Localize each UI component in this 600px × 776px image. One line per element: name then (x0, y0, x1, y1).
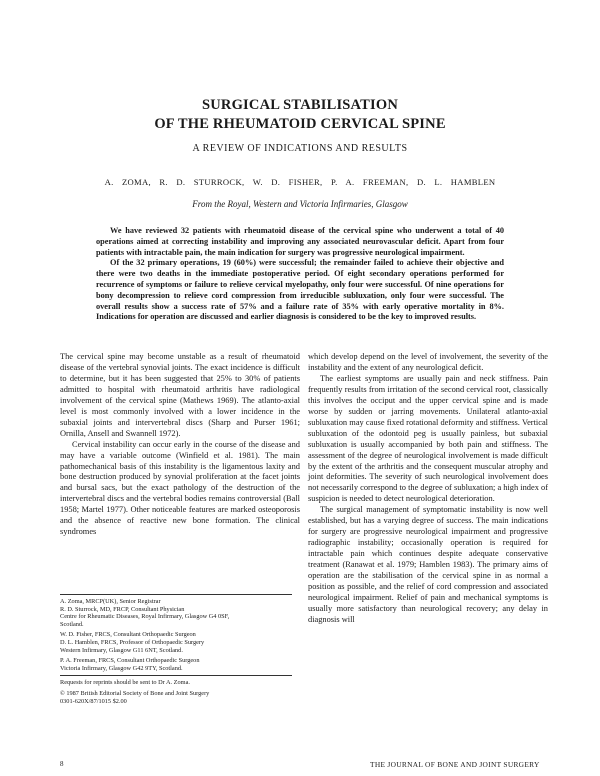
footnote-line: A. Zoma, MRCP(UK), Senior Registrar (60, 598, 161, 605)
footnote-block (60, 631, 292, 654)
footnote-divider (60, 594, 292, 595)
author-list: A. ZOMA, R. D. STURROCK, W. D. FISHER, P. A. FREEMAN, D. L. HAMBLEN (104, 177, 496, 187)
footnote-line: Scotland. (60, 620, 84, 628)
body-paragraph: The earliest symptoms are usually pain and neck stiffness. Pain frequently results from irritation of the second cervical root, classically this involves the occiput and the upper cervical spine and is made worse by sudden or jarring movements. Unilateral atlanto-axial subluxation may cause fixed rotational deformity and stiffness. Vertical subluxation of the odontoid peg is usually painless, but subaxial subluxation is usually accompanied by both pain and stiffness. The assessment of the degree of neurological involvement is made difficult by the extent of the arthritis and the consequent muscular atrophy and joint deformities. The severity of such neurological involvement does not necessarily correspond to the degree of subluxation; a high index of suspicion is needed to detect neurological deterioration. (308, 373, 548, 504)
footnote-line: Centre for Rheumatic Diseases, Royal Infirmary, Glasgow G4 0SF, (60, 613, 230, 621)
footnote-block (60, 598, 292, 628)
body-paragraph: The cervical spine may become unstable as a result of rheumatoid disease of the vertebral synovial joints. The exact incidence is difficult to determine, but it has been suggested that 25% to 30% of patients admitted to hospital with rheumatoid arthritis have radiological involvement of the cervical spine (Mathews 1969). The atlanto-axial level is most commonly involved with a lower incidence in the subaxial joints and intervertebral discs (Sharp and Purser 1961; Ornilla, Ansell and Swannell 1972). (60, 352, 300, 438)
title-line-2: OF THE RHEUMATOID CERVICAL SPINE (154, 116, 446, 132)
title-line-1: SURGICAL STABILISATION (201, 97, 399, 113)
body-paragraph: The surgical management of symptomatic instability is now well established, but has a varying degree of success. The main indications for surgery are progressive neurological impairment and progressive radiographic instability; occasionally operation is required for intractable pain which continues despite adequate conservative treatment (Ranawat et al. 1979; Hamblen 1983). The primary aims of operation are the stabilisation of the cervical spine in as normal a position as possible, and the relief of cord compression and associated neurological impairment. Relief of pain and mechanical symptoms is usually more satisfactory than neurological recovery; any delay in diagnosis will (308, 505, 548, 624)
footnote-line: Western Infirmary, Glasgow G11 6NT, Scotland. (60, 646, 183, 654)
article-title (0, 96, 600, 134)
copyright-notice (60, 690, 292, 705)
footnote-line: W. D. Fisher, FRCS, Consultant Orthopaedic Surgeon (60, 631, 196, 639)
abstract (96, 226, 504, 323)
abstract-paragraph: We have reviewed 32 patients with rheumatoid disease of the cervical spine who underwent a total of 40 operations aimed at correcting instability and improving any associated neurovascular deficit. Apart from four patients with intractable pain, the main indication for surgery was progressive neurological impairment. (96, 226, 504, 257)
journal-name: THE JOURNAL OF BONE AND JOINT SURGERY (370, 760, 540, 769)
page-number: 8 (60, 760, 64, 768)
body-paragraph: which develop depend on the level of involvement, the severity of the instability and the extent of any neurological deficit. (308, 352, 548, 372)
body-column-right (308, 352, 548, 626)
body-column-left (60, 352, 300, 538)
footnote-line: Victoria Infirmary, Glasgow G42 9TY, Scotland. (60, 664, 183, 672)
body-paragraph: Cervical instability can occur early in the course of the disease and may have a variable outcome (Winfield et al. 1981). The main pathomechanical basis of this instability is the ligamentous laxity and bone destruction produced by synovial proliferation at the facet joints and bursal sacs, but the exact pathology of the destruction of the intervertebral discs and the vertebral bodies remains controversial (Ball 1958; Martel 1977). Other noticeable features are marked osteoporosis and the absence of reactive new bone formation. The clinical syndromes (60, 439, 300, 537)
footnote-line: © 1987 British Editorial Society of Bone and Joint Surgery (60, 689, 210, 697)
article-subtitle: A REVIEW OF INDICATIONS AND RESULTS (192, 143, 408, 154)
footnote-line: 0301-620X/87/1015 $2.00 (60, 697, 127, 705)
footnote-line: Requests for reprints should be sent to Dr A. Zoma. (60, 679, 190, 687)
footnote-block (60, 657, 292, 672)
footnote-line: D. L. Hamblen, FRCS, Professor of Orthopaedic Surgery (60, 638, 205, 646)
reprint-request (60, 679, 292, 687)
affiliation: From the Royal, Western and Victoria Infirmaries, Glasgow (192, 199, 408, 209)
abstract-paragraph: Of the 32 primary operations, 19 (60%) were successful; the remainder failed to achieve their objective and there were two deaths in the immediate postoperative period. Of eight secondary operations performed for recurrence of symptoms or failure to relieve cervical myelopathy, only four were successful. Of nine operations for bony decompression to relieve cord compression from irreducible subluxation, only four were successful. The overall results show a success rate of 57% and a failure rate of 35% with early operative mortality in 8%. Indications for operation are discussed and earlier diagnosis is considered to be the key to improved results. (96, 258, 504, 322)
footnote-line: P. A. Freeman, FRCS, Consultant Orthopaedic Surgeon (60, 657, 200, 665)
footnote-divider (60, 675, 292, 676)
footnote-line: R. D. Sturrock, MD, FRCP, Consultant Physician (60, 605, 185, 613)
author-footnotes (60, 594, 292, 708)
